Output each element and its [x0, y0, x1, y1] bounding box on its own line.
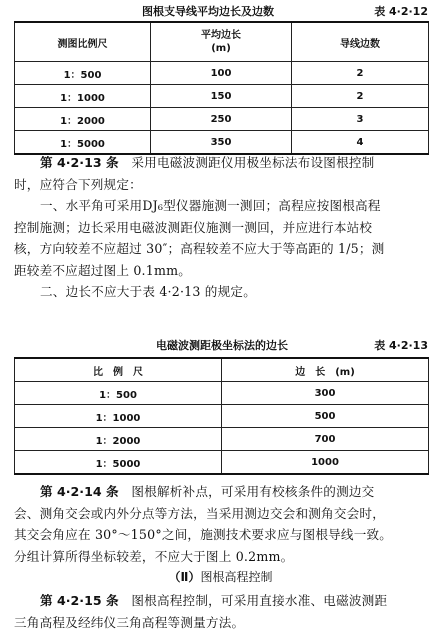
section-title: 图根高程控制: [200, 570, 273, 584]
clause-number: 第 4·2·14 条: [40, 484, 119, 499]
table-row: [15, 405, 429, 428]
table-cell: 350: [151, 131, 292, 155]
table-title: 电磁波测距极坐标法的边长: [156, 339, 288, 352]
text-line: [14, 590, 432, 612]
column-header: 比 例 尺: [15, 358, 222, 382]
table-cell: 2: [292, 62, 429, 85]
text-line: 时，应符合下列规定：: [14, 176, 142, 192]
table-cell: 300: [222, 382, 429, 405]
table-cell: 1000: [222, 451, 429, 475]
table-row: [15, 428, 429, 451]
column-header: 导线边数: [292, 22, 429, 62]
text-line: 其交会角应在 30°～150°之间，施测技术要求应与图根导线一致。: [14, 527, 393, 542]
text-line: [14, 481, 432, 503]
text-line: 距较差不应超过图上 0.1mm。: [14, 262, 192, 278]
table-4-2-13: [14, 357, 429, 475]
table-cell: 100: [151, 62, 292, 85]
table-cell: 1：1000: [15, 85, 151, 108]
table-cell: 4: [292, 131, 429, 155]
text-line: [14, 152, 432, 174]
table-number: 表 4·2·13: [374, 339, 428, 352]
text-line: 核，方向较差不应超过 30″；高程较差不应大于等高距的 1/5；测: [14, 241, 385, 256]
section-number: （Ⅱ）: [168, 570, 201, 584]
text-line: 二、边长不应大于表 4·2·13 的规定。: [40, 284, 256, 299]
clause-4-2-15: [14, 590, 432, 633]
text-line: 三角高程及经纬仪三角高程等测量方法。: [14, 614, 245, 630]
table-cell: 1：5000: [15, 451, 222, 475]
column-header: 边 长 (m): [222, 358, 429, 382]
table-cell: 1：2000: [15, 428, 222, 451]
clause-text: 图根高程控制，可采用直接水准、电磁波测距: [131, 593, 388, 608]
clause-4-2-13: [14, 152, 432, 303]
table-number: 表 4·2·12: [374, 5, 428, 18]
table-cell: 1：500: [15, 382, 222, 405]
table-title: 图根支导线平均边长及边数: [142, 5, 274, 18]
clause-number: 第 4·2·13 条: [40, 155, 119, 170]
table-cell: 2: [292, 85, 429, 108]
text-line: 会、测角交会或内外分点等方法，当采用测边交会和测角交会时，: [14, 505, 386, 521]
column-header: 测图比例尺: [15, 22, 151, 62]
table-row: [15, 131, 429, 155]
table-header-row: [15, 22, 429, 62]
header-text: 平均边长 (m): [201, 30, 241, 54]
table-cell: 1：5000: [15, 131, 151, 155]
table-row: [15, 62, 429, 85]
table-row: [15, 85, 429, 108]
table-cell: 500: [222, 405, 429, 428]
table-row: [15, 108, 429, 131]
clause-4-2-14: [14, 481, 432, 567]
table-cell: 250: [151, 108, 292, 131]
table-cell: 150: [151, 85, 292, 108]
section-heading: [0, 568, 441, 585]
text-line: 分组计算所得坐标较差，不应大于图上 0.2mm。: [14, 548, 294, 564]
table-cell: 3: [292, 108, 429, 131]
table-cell: 1：500: [15, 62, 151, 85]
clause-number: 第 4·2·15 条: [40, 593, 119, 608]
table-caption: [14, 337, 428, 353]
clause-text: 采用电磁波测距仪用极坐标法布设图根控制: [131, 155, 375, 170]
text-line: 控制施测；边长采用电磁波测距仪施测一测回，并应进行本站校: [14, 219, 373, 235]
table-4-2-12: [14, 21, 429, 155]
table-header-row: [15, 358, 429, 382]
table-row: [15, 451, 429, 475]
column-header: [151, 22, 292, 62]
table-caption: [14, 3, 428, 19]
table-row: [15, 382, 429, 405]
text-line: 一、水平角可采用DJ₆型仪器施测一测回；高程应按图根高程: [40, 198, 381, 213]
table-cell: 1：1000: [15, 405, 222, 428]
table-cell: 700: [222, 428, 429, 451]
table-cell: 1：2000: [15, 108, 151, 131]
clause-text: 图根解析补点，可采用有校核条件的测边交: [131, 484, 375, 499]
